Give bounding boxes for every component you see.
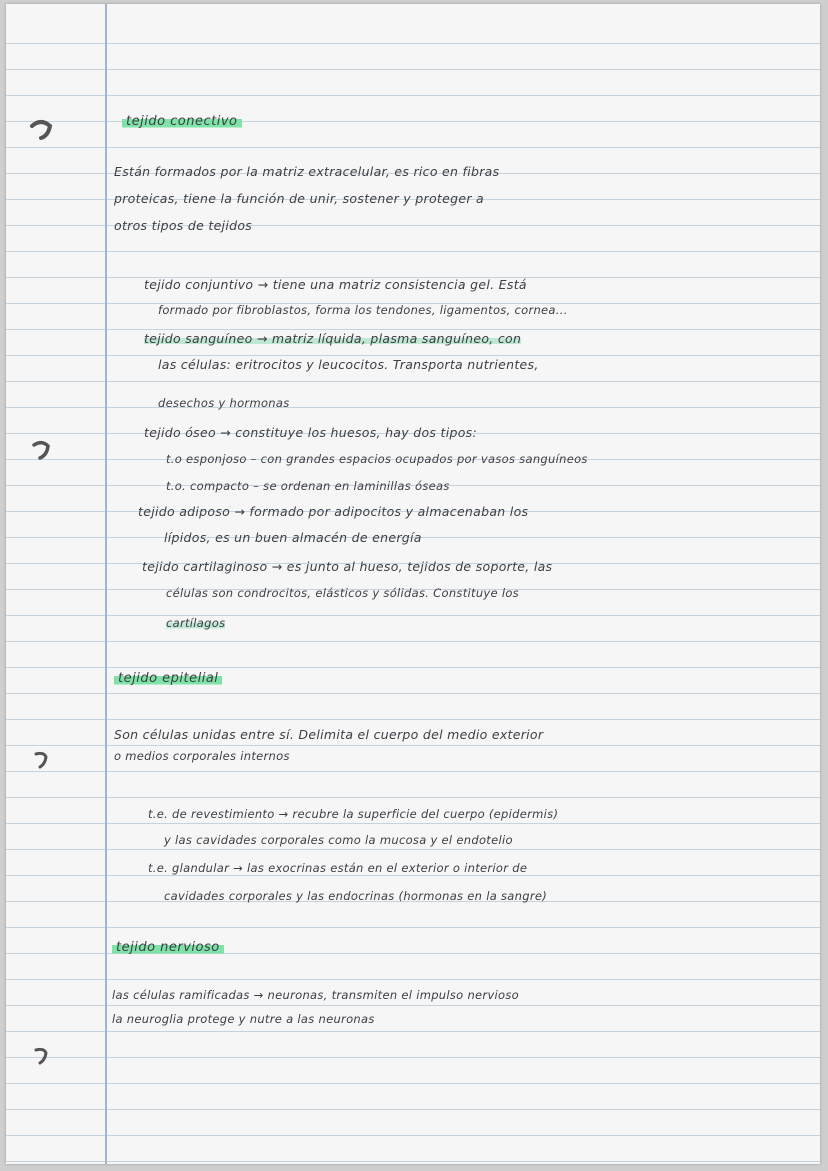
- epitelial-item-line: y las cavidades corporales como la mucosa y el endotelio: [164, 833, 513, 847]
- conectivo-item-line: tejido cartilaginoso → es junto al hueso, tejidos de soporte, las: [142, 559, 553, 574]
- epitelial-item-line: cavidades corporales y las endocrinas (hormonas en la sangre): [164, 889, 548, 903]
- nervioso-line: las células ramificadas → neuronas, transmiten el impulso nervioso: [112, 988, 520, 1002]
- heading-tejido-nervioso: tejido nervioso: [112, 940, 224, 955]
- conectivo-item-line: cartílagos: [166, 616, 226, 630]
- conectivo-item-line: células son condrocitos, elásticos y sólidas. Constituye los: [166, 586, 519, 600]
- conectivo-item-line: formado por fibroblastos, forma los tendones, ligamentos, cornea...: [158, 303, 568, 317]
- heading-tejido-epitelial: tejido epitelial: [114, 671, 222, 686]
- margin-line: [105, 4, 107, 1164]
- epitelial-intro-line: Son células unidas entre sí. Delimita el cuerpo del medio exterior: [114, 727, 544, 742]
- conectivo-intro-line: proteicas, tiene la función de unir, sostener y proteger a: [114, 191, 484, 206]
- epitelial-intro-line: o medios corporales internos: [114, 749, 290, 763]
- epitelial-item-line: t.e. glandular → las exocrinas están en el exterior o interior de: [148, 861, 528, 875]
- ring-hole-icon: [28, 1042, 54, 1068]
- conectivo-item-line: tejido óseo → constituye los huesos, hay dos tipos:: [144, 425, 477, 440]
- conectivo-item-line: tejido adiposo → formado por adipocitos y almacenaban los: [138, 504, 529, 519]
- notebook-page: [6, 4, 820, 1164]
- epitelial-item-line: t.e. de revestimiento → recubre la superficie del cuerpo (epidermis): [148, 807, 559, 821]
- heading-tejido-conectivo: tejido conectivo: [122, 114, 242, 129]
- conectivo-intro-line: otros tipos de tejidos: [114, 218, 253, 233]
- conectivo-item-line: t.o esponjoso – con grandes espacios ocupados por vasos sanguíneos: [166, 452, 588, 466]
- conectivo-intro-line: Están formados por la matriz extracelular, es rico en fibras: [114, 164, 500, 179]
- conectivo-item-line: tejido sanguíneo → matriz líquida, plasma sanguíneo, con: [144, 331, 522, 346]
- conectivo-item-line: tejido conjuntivo → tiene una matriz consistencia gel. Está: [144, 277, 527, 292]
- conectivo-item-line: lípidos, es un buen almacén de energía: [164, 530, 422, 545]
- conectivo-item-line: las células: eritrocitos y leucocitos. Transporta nutrientes,: [158, 357, 539, 372]
- conectivo-item-line: desechos y hormonas: [158, 396, 290, 410]
- ring-hole-icon: [28, 746, 54, 772]
- nervioso-line: la neuroglia protege y nutre a las neuronas: [112, 1012, 375, 1026]
- ring-hole-icon: [28, 116, 54, 142]
- conectivo-item-line: t.o. compacto – se ordenan en laminillas óseas: [166, 479, 450, 493]
- ring-hole-icon: [28, 436, 54, 462]
